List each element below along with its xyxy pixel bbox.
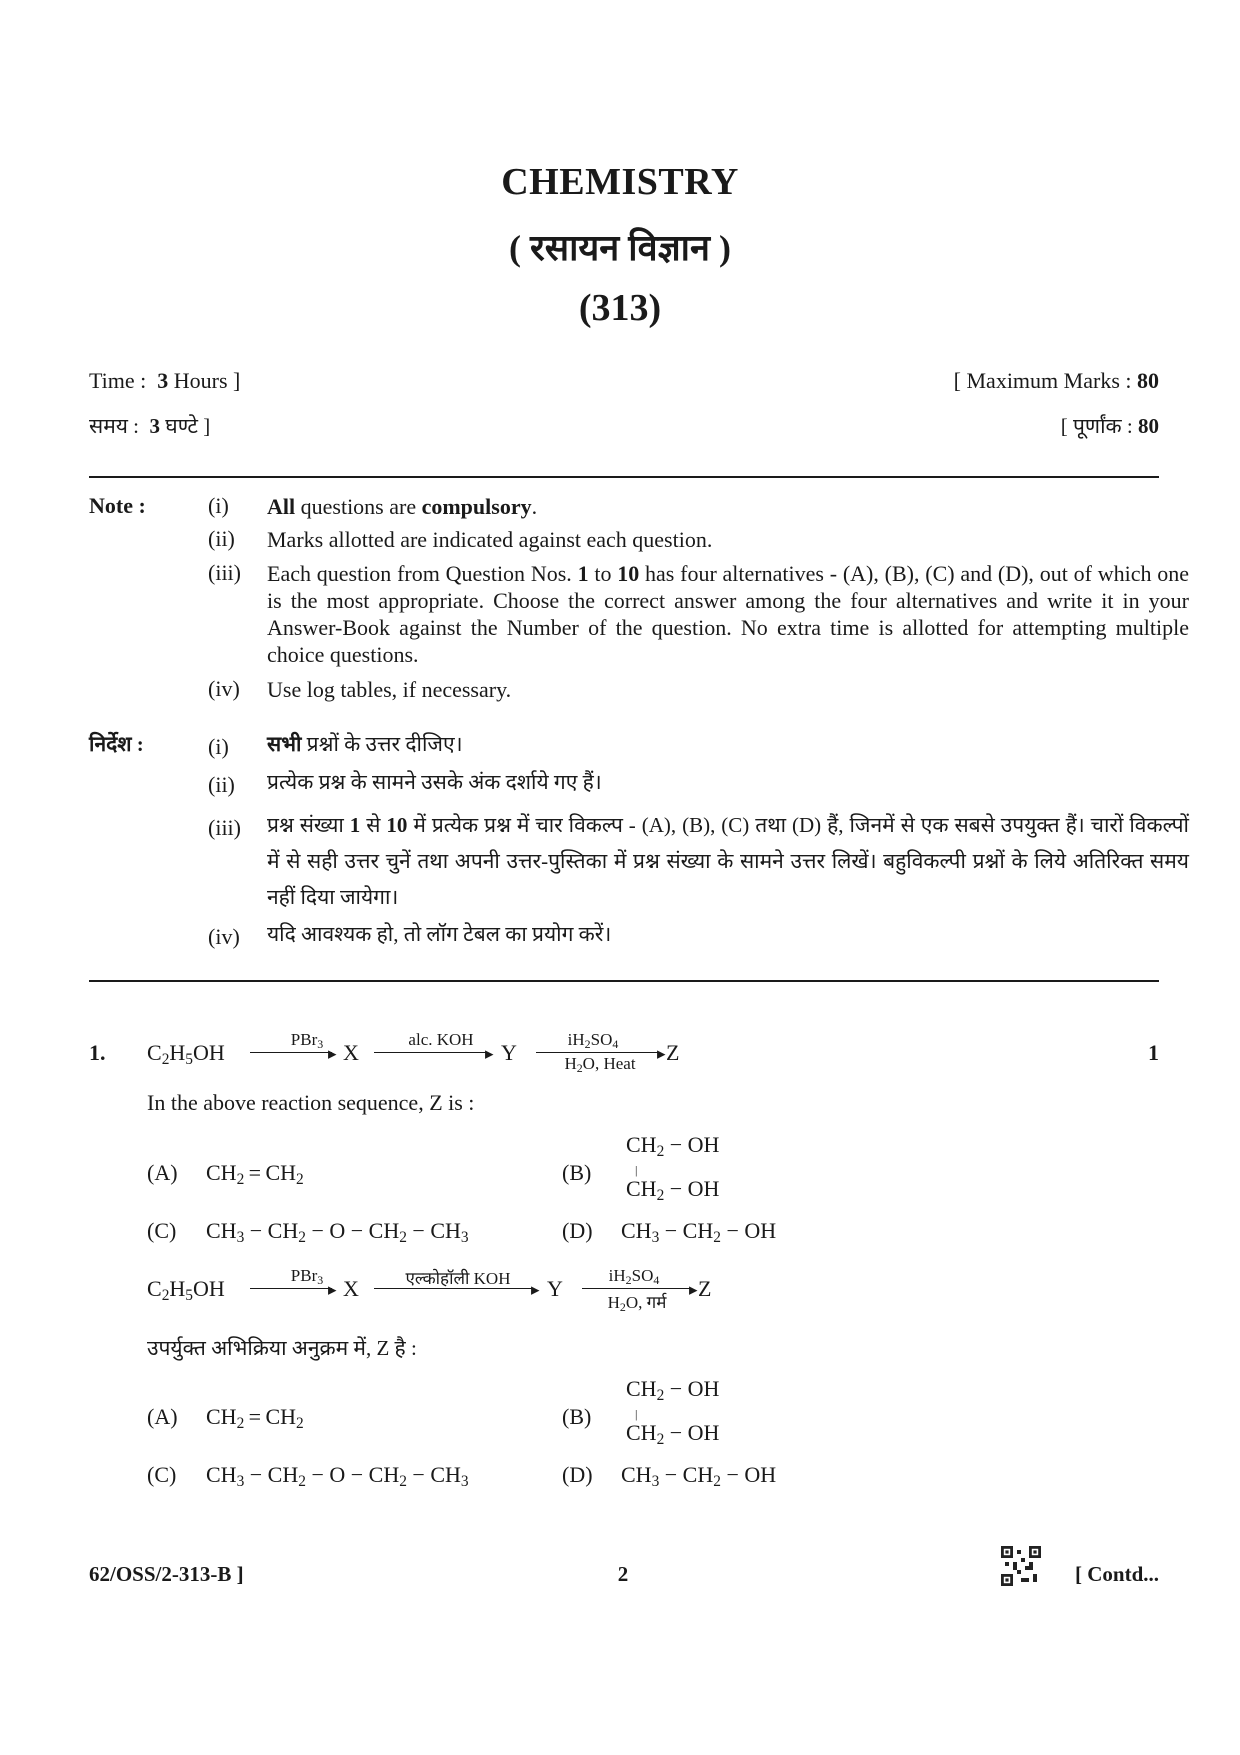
arrow-3	[536, 1052, 660, 1053]
reagent-h2o-heat-hindi: $H_2O$, गर्म	[607, 1293, 667, 1314]
arrow-2	[374, 1052, 488, 1053]
option-c-label: (C)	[147, 1218, 177, 1243]
note-hi-num-2: (ii)	[208, 772, 235, 797]
reagent-h2so4: $iH_2SO_4$	[567, 1030, 619, 1051]
option-a-label-hindi: (A)	[147, 1404, 178, 1429]
subject-code: (313)	[578, 287, 662, 329]
arrow-head-3-hindi: ▸	[689, 1280, 698, 1299]
qr-code-icon	[1001, 1546, 1041, 1586]
question-number: 1.	[89, 1040, 106, 1065]
option-b-label-hindi: (B)	[562, 1404, 592, 1429]
option-a-formula-hindi: $CH_2 = CH_2$	[206, 1404, 304, 1432]
option-b-formula-hindi: $CH_2$ − OH | $CH_2$ − OH	[626, 1376, 720, 1448]
intermediate-y: Y	[501, 1040, 517, 1065]
option-d-label: (D)	[562, 1218, 593, 1243]
reagent-pbr3-hindi: PBr$_3$	[290, 1266, 324, 1287]
question-prompt: In the above reaction sequence, Z is :	[147, 1090, 475, 1115]
note-label: Note :	[89, 493, 146, 518]
reagent-h2so4-hindi: $iH_2SO_4$	[608, 1266, 660, 1287]
reagent-h2o-heat: $H_2O$, Heat	[564, 1054, 636, 1075]
question-marks: 1	[1148, 1040, 1159, 1065]
max-marks-line-hindi: [ पूर्णांक : 80	[1060, 414, 1159, 438]
reactant: $C_2H_5OH$	[147, 1040, 225, 1068]
arrow-3-hindi	[582, 1288, 692, 1289]
arrow-head-2: ▸	[485, 1044, 494, 1063]
note-item-2: Marks allotted are indicated against each question.	[267, 527, 713, 552]
option-d-label-hindi: (D)	[562, 1462, 593, 1487]
arrow-1-hindi	[250, 1288, 332, 1289]
paper-code: 62/OSS/2-313-B ]	[89, 1562, 244, 1586]
arrow-1	[250, 1052, 332, 1053]
option-a-formula: $CH_2 = CH_2$	[206, 1160, 304, 1188]
note-num-1: (i)	[208, 493, 229, 518]
note-hi-item-4: यदि आवश्यक हो, तो लॉग टेबल का प्रयोग करें।	[267, 922, 612, 946]
subject-title: CHEMISTRY	[501, 161, 739, 203]
note-hi-item-1: सभी प्रश्नों के उत्तर दीजिए।	[267, 732, 463, 756]
arrow-head-2-hindi: ▸	[531, 1280, 540, 1299]
arrow-head-1: ▸	[328, 1044, 337, 1063]
page-number: 2	[617, 1562, 629, 1586]
arrow-2-hindi	[374, 1288, 534, 1289]
option-a-label: (A)	[147, 1160, 178, 1185]
reagent-pbr3: PBr$_3$	[290, 1030, 324, 1051]
option-b-formula: $CH_2$ − OH | $CH_2$ − OH	[626, 1132, 720, 1204]
product-z: Z	[666, 1040, 680, 1065]
intermediate-y-hindi: Y	[547, 1276, 563, 1301]
divider-bottom	[89, 980, 1159, 982]
note-hi-item-2: प्रत्येक प्रश्न के सामने उसके अंक दर्शाये गए हैं।	[267, 770, 602, 794]
note-label-hindi: निर्देश :	[89, 732, 144, 756]
contd-label: [ Contd...	[1074, 1562, 1159, 1586]
note-hi-num-1: (i)	[208, 734, 229, 759]
note-num-4: (iv)	[208, 676, 240, 701]
note-item-3: Each question from Question Nos. 1 to 10 has four alternatives - (A), (B), (C) and (D), out of which one is the most appropriate. Choose the correct answer among the four alternatives and write it in your Answer-Book against the Number of the question. No extra time is allotted for attempting multiple choice questions.	[267, 561, 1189, 667]
note-hi-num-4: (iv)	[208, 924, 240, 949]
option-c-formula: $CH_3 - CH_2 - O - CH_2 - CH_3$	[206, 1218, 469, 1246]
arrow-head-3: ▸	[657, 1044, 666, 1063]
option-d-formula: $CH_3 - CH_2$ − OH	[621, 1218, 777, 1246]
product-z-hindi: Z	[698, 1276, 712, 1301]
note-num-2: (ii)	[208, 526, 235, 551]
reagent-alc-koh-hindi: एल्कोहॉली KOH	[405, 1269, 511, 1288]
note-hi-num-3: (iii)	[208, 815, 241, 840]
option-b-label: (B)	[562, 1160, 592, 1185]
note-num-3: (iii)	[208, 560, 241, 585]
question-prompt-hindi: उपर्युक्त अभिक्रिया अनुक्रम में, Z है :	[147, 1336, 417, 1360]
subject-title-hindi: ( रसायन विज्ञान )	[509, 228, 731, 268]
option-c-formula-hindi: $CH_3 - CH_2 - O - CH_2 - CH_3$	[206, 1462, 469, 1490]
note-item-4: Use log tables, if necessary.	[267, 677, 512, 702]
note-hi-item-3: प्रश्न संख्या 1 से 10 में प्रत्येक प्रश्न में चार विकल्प - (A), (B), (C) तथा (D) हैं, जिनमें से एक सबसे उपयुक्त हैं। चारों विकल्पों में से सही उत्तर चुनें तथा अपनी उत्तर-पुस्तिका में प्रश्न संख्या के सामने उत्तर लिखें। बहुविकल्पी प्रश्नों के लिये अतिरिक्त समय नहीं दिया जायेगा।	[267, 813, 1189, 909]
divider-top	[89, 476, 1159, 478]
note-item-1: All questions are compulsory.	[267, 494, 538, 519]
reactant-hindi: $C_2H_5OH$	[147, 1276, 225, 1304]
option-d-formula-hindi: $CH_3 - CH_2$ − OH	[621, 1462, 777, 1490]
option-c-label-hindi: (C)	[147, 1462, 177, 1487]
time-line-hindi: समय : 3 घण्टे ]	[89, 414, 211, 438]
time-line: Time : 3 Hours ]	[89, 368, 241, 393]
reagent-alc-koh: alc. KOH	[408, 1030, 474, 1049]
intermediate-x: X	[343, 1040, 359, 1065]
intermediate-x-hindi: X	[343, 1276, 359, 1301]
max-marks-line: [ Maximum Marks : 80	[953, 368, 1159, 393]
arrow-head-1-hindi: ▸	[328, 1280, 337, 1299]
